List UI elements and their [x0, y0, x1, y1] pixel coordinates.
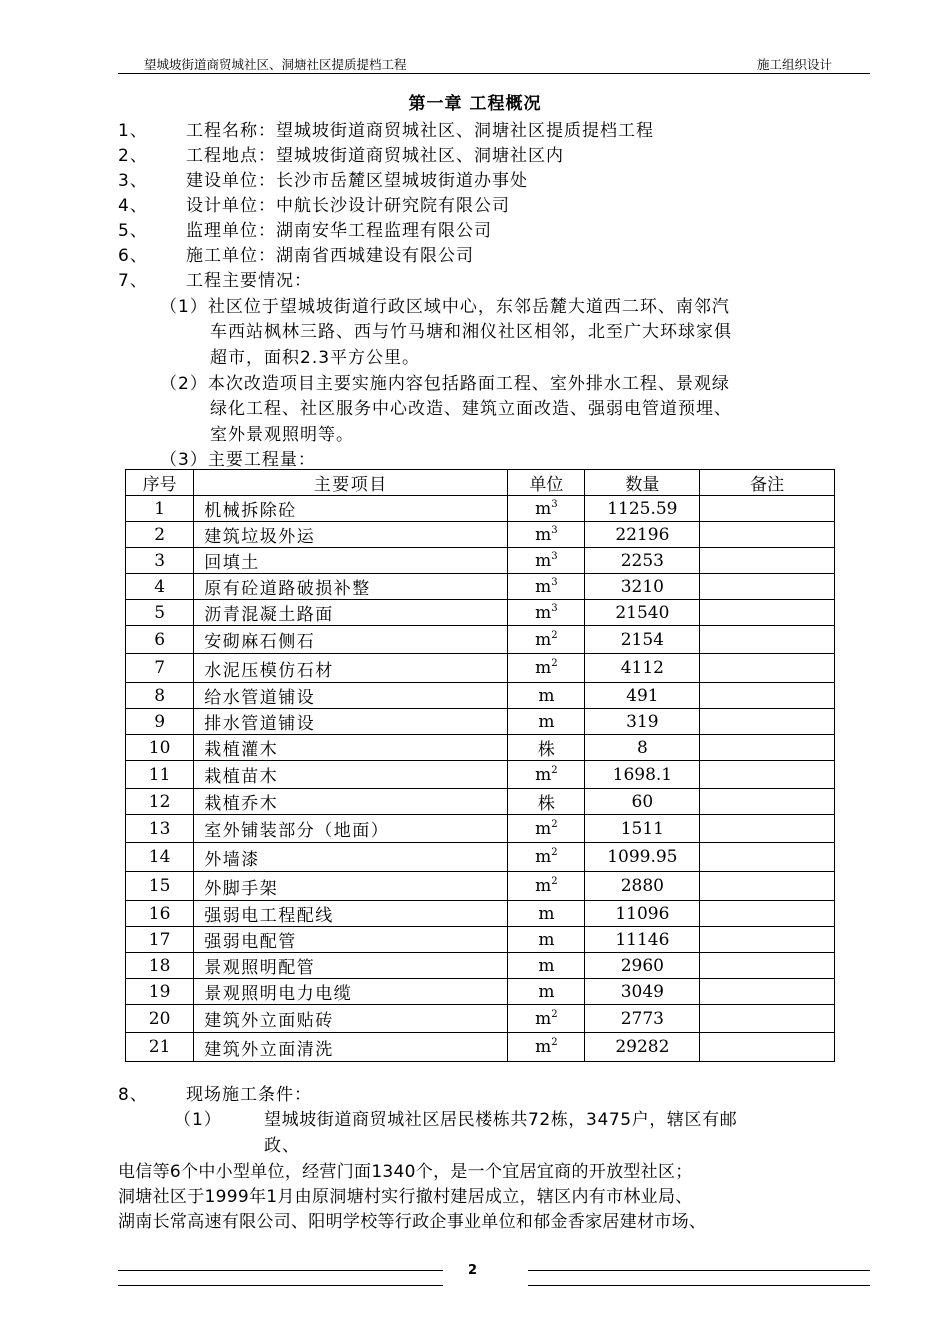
- row-unit: [508, 815, 585, 843]
- row-item: 强弱电配管: [194, 927, 508, 953]
- unit-text: m: [535, 1008, 552, 1029]
- table-row: [126, 815, 835, 843]
- item-number: 7、: [118, 271, 148, 291]
- table-row: [126, 522, 835, 548]
- row-number: 7: [126, 654, 194, 683]
- row-quantity: 2960: [585, 953, 700, 979]
- header-rule: [118, 73, 870, 74]
- item-text: 施工单位：湖南省西城建设有限公司: [186, 246, 474, 266]
- table-row: [126, 683, 835, 709]
- row-unit: [508, 574, 585, 600]
- row-item: 建筑外立面贴砖: [194, 1005, 508, 1033]
- item-text: 工程名称：望城坡街道商贸城社区、洞塘社区提质提档工程: [186, 121, 654, 141]
- row-quantity: 29282: [585, 1033, 700, 1062]
- table-row: [126, 600, 835, 626]
- row-quantity: 4112: [585, 654, 700, 683]
- unit-text: m: [535, 658, 552, 678]
- unit-text: m: [535, 524, 552, 545]
- unit-exponent: 3: [551, 498, 558, 510]
- subsection-3-label: （3）主要工程量：: [160, 450, 316, 470]
- item-number: 8、: [118, 1085, 148, 1105]
- row-note: [700, 1033, 835, 1062]
- row-unit: [508, 626, 585, 654]
- unit-text: m: [535, 847, 552, 867]
- unit-exponent: 2: [551, 1037, 558, 1048]
- unit-exponent: 3: [551, 576, 558, 588]
- item-text: 建设单位：长沙市岳麓区望城坡街道办事处: [186, 171, 528, 191]
- row-number: 5: [126, 600, 194, 626]
- item-number: 5、: [118, 221, 148, 241]
- table-row: [126, 496, 835, 522]
- paragraph-line: 洞塘社区于1999年1月由原洞塘村实行撤村建居成立，辖区内有市林业局、: [118, 1187, 693, 1207]
- unit-text: m: [538, 685, 555, 706]
- table-row: [126, 953, 835, 979]
- row-item: 排水管道铺设: [194, 709, 508, 735]
- row-unit: [508, 901, 585, 927]
- subsection-line: 车西站枫林三路、西与竹马塘和湘仪社区相邻，北至广大环球家俱: [210, 322, 732, 342]
- row-note: [700, 979, 835, 1005]
- row-note: [700, 654, 835, 683]
- row-number: 1: [126, 496, 194, 522]
- row-item: 景观照明配管: [194, 953, 508, 979]
- table-row: [126, 735, 835, 761]
- row-note: [700, 872, 835, 901]
- quantity-table: [125, 469, 835, 1062]
- row-number: 3: [126, 548, 194, 574]
- table-row: [126, 654, 835, 683]
- row-quantity: 1698.1: [585, 761, 700, 789]
- row-note: [700, 927, 835, 953]
- row-number: 20: [126, 1005, 194, 1033]
- row-item: 栽植乔木: [194, 789, 508, 815]
- unit-exponent: 2: [551, 764, 558, 776]
- table-header-row: [126, 470, 835, 496]
- row-note: [700, 843, 835, 872]
- row-note: [700, 953, 835, 979]
- unit-text: m: [538, 929, 555, 950]
- row-item: 沥青混凝土路面: [194, 600, 508, 626]
- subsection-line: 超市，面积2.3平方公里。: [210, 348, 421, 368]
- item-text: 监理单位：湖南安华工程监理有限公司: [186, 221, 492, 241]
- table-row: [126, 761, 835, 789]
- row-unit: [508, 872, 585, 901]
- header-doc-type: 施工组织设计: [757, 57, 833, 72]
- chapter-title: 第一章 工程概况: [408, 94, 542, 114]
- subsection-line: 室外景观照明等。: [210, 425, 354, 445]
- row-quantity: 2880: [585, 872, 700, 901]
- unit-exponent: 2: [551, 818, 558, 830]
- row-number: 13: [126, 815, 194, 843]
- paragraph-line: 电信等6个中小型单位，经营门面1340个，是一个宜居宜商的开放型社区；: [118, 1162, 693, 1182]
- row-quantity: 21540: [585, 600, 700, 626]
- row-note: [700, 1005, 835, 1033]
- row-number: 15: [126, 872, 194, 901]
- col-header-note: 备注: [700, 470, 835, 496]
- table-row: [126, 927, 835, 953]
- col-header-unit: 单位: [508, 470, 585, 496]
- item-text: 现场施工条件：: [186, 1085, 312, 1105]
- row-quantity: 2253: [585, 548, 700, 574]
- table-row: [126, 626, 835, 654]
- condition-line: 望城坡街道商贸城社区居民楼栋共72栋，3475户，辖区有邮: [264, 1110, 738, 1130]
- subsection-line: （2）本次改造项目主要实施内容包括路面工程、室外排水工程、景观绿: [160, 374, 730, 394]
- footer-rule-left-bottom: [118, 1285, 443, 1286]
- table-row: [126, 789, 835, 815]
- footer-rule-left-top: [118, 1270, 443, 1271]
- col-header-qty: 数量: [585, 470, 700, 496]
- row-unit: [508, 789, 585, 815]
- row-note: [700, 683, 835, 709]
- row-note: [700, 626, 835, 654]
- unit-exponent: 2: [551, 847, 558, 858]
- row-item: 室外铺装部分（地面）: [194, 815, 508, 843]
- row-quantity: 491: [585, 683, 700, 709]
- row-unit: [508, 496, 585, 522]
- row-quantity: 2773: [585, 1005, 700, 1033]
- footer-rule-right-bottom: [528, 1285, 870, 1286]
- unit-text: m: [535, 818, 552, 839]
- unit-text: 株: [537, 794, 555, 814]
- unit-text: m: [538, 903, 555, 924]
- row-unit: [508, 522, 585, 548]
- row-unit: [508, 1005, 585, 1033]
- item-number: 1、: [118, 121, 148, 141]
- row-item: 机械拆除砼: [194, 496, 508, 522]
- table-row: [126, 574, 835, 600]
- row-note: [700, 901, 835, 927]
- header-doc-title: 望城坡街道商贸城社区、洞塘社区提质提档工程: [144, 57, 407, 72]
- row-unit: [508, 843, 585, 872]
- row-item: 栽植灌木: [194, 735, 508, 761]
- row-unit: [508, 600, 585, 626]
- row-item: 建筑外立面清洗: [194, 1033, 508, 1062]
- condition-label: （1）: [174, 1110, 222, 1130]
- item-text: 工程地点：望城坡街道商贸城社区、洞塘社区内: [186, 146, 564, 166]
- row-number: 21: [126, 1033, 194, 1062]
- row-number: 2: [126, 522, 194, 548]
- row-number: 10: [126, 735, 194, 761]
- row-number: 19: [126, 979, 194, 1005]
- row-quantity: 2154: [585, 626, 700, 654]
- row-number: 17: [126, 927, 194, 953]
- row-unit: [508, 735, 585, 761]
- unit-exponent: 3: [551, 602, 558, 614]
- table-row: [126, 548, 835, 574]
- item-number: 3、: [118, 171, 148, 191]
- row-item: 外墙漆: [194, 843, 508, 872]
- unit-exponent: 2: [551, 876, 558, 887]
- row-unit: [508, 548, 585, 574]
- table-row: [126, 709, 835, 735]
- row-item: 栽植苗木: [194, 761, 508, 789]
- row-number: 16: [126, 901, 194, 927]
- col-header-item: 主要项目: [194, 470, 508, 496]
- row-quantity: 11146: [585, 927, 700, 953]
- row-item: 给水管道铺设: [194, 683, 508, 709]
- table-row: [126, 872, 835, 901]
- row-quantity: 3210: [585, 574, 700, 600]
- item-number: 6、: [118, 246, 148, 266]
- table-row: [126, 901, 835, 927]
- row-quantity: 8: [585, 735, 700, 761]
- row-quantity: 1099.95: [585, 843, 700, 872]
- row-unit: [508, 927, 585, 953]
- row-quantity: 1511: [585, 815, 700, 843]
- row-number: 4: [126, 574, 194, 600]
- unit-exponent: 3: [551, 550, 558, 562]
- row-quantity: 319: [585, 709, 700, 735]
- row-note: [700, 496, 835, 522]
- row-item: 强弱电工程配线: [194, 901, 508, 927]
- row-number: 9: [126, 709, 194, 735]
- item-text: 工程主要情况：: [186, 271, 312, 291]
- unit-text: m: [535, 602, 552, 623]
- unit-text: 株: [537, 740, 555, 760]
- row-number: 11: [126, 761, 194, 789]
- row-item: 建筑垃圾外运: [194, 522, 508, 548]
- item-text: 设计单位：中航长沙设计研究院有限公司: [186, 196, 510, 216]
- row-note: [700, 548, 835, 574]
- row-unit: [508, 654, 585, 683]
- row-item: 回填土: [194, 548, 508, 574]
- row-number: 12: [126, 789, 194, 815]
- footer-rule-right-top: [528, 1270, 870, 1271]
- row-note: [700, 815, 835, 843]
- unit-text: m: [538, 711, 555, 732]
- row-note: [700, 574, 835, 600]
- unit-text: m: [535, 550, 552, 571]
- page-number: 2: [468, 1263, 478, 1278]
- unit-text: m: [538, 955, 555, 976]
- row-note: [700, 600, 835, 626]
- table-row: [126, 1005, 835, 1033]
- row-number: 6: [126, 626, 194, 654]
- unit-text: m: [535, 576, 552, 597]
- row-number: 14: [126, 843, 194, 872]
- row-note: [700, 789, 835, 815]
- unit-exponent: 3: [551, 524, 558, 536]
- row-item: 水泥压模仿石材: [194, 654, 508, 683]
- subsection-line: （1）社区位于望城坡街道行政区域中心，东邻岳麓大道西二环、南邻汽: [160, 297, 730, 317]
- row-note: [700, 522, 835, 548]
- item-number: 4、: [118, 196, 148, 216]
- unit-exponent: 2: [551, 629, 558, 641]
- condition-line: 政、: [264, 1136, 300, 1156]
- row-note: [700, 709, 835, 735]
- paragraph-line: 湖南长常高速有限公司、阳明学校等行政企事业单位和郁金香家居建材市场、: [118, 1212, 707, 1232]
- table-row: [126, 1033, 835, 1062]
- unit-exponent: 2: [551, 658, 558, 669]
- unit-exponent: 2: [551, 1008, 558, 1020]
- row-note: [700, 735, 835, 761]
- row-unit: [508, 709, 585, 735]
- unit-text: m: [535, 876, 552, 896]
- table-row: [126, 979, 835, 1005]
- row-unit: [508, 683, 585, 709]
- row-quantity: 22196: [585, 522, 700, 548]
- row-quantity: 11096: [585, 901, 700, 927]
- unit-text: m: [535, 764, 552, 785]
- row-unit: [508, 1033, 585, 1062]
- row-unit: [508, 761, 585, 789]
- row-unit: [508, 953, 585, 979]
- row-item: 外脚手架: [194, 872, 508, 901]
- col-header-no: 序号: [126, 470, 194, 496]
- row-number: 18: [126, 953, 194, 979]
- row-number: 8: [126, 683, 194, 709]
- row-quantity: 60: [585, 789, 700, 815]
- unit-text: m: [538, 981, 555, 1002]
- subsection-line: 绿化工程、社区服务中心改造、建筑立面改造、强弱电管道预埋、: [210, 399, 732, 419]
- row-item: 景观照明电力电缆: [194, 979, 508, 1005]
- row-quantity: 3049: [585, 979, 700, 1005]
- item-number: 2、: [118, 146, 148, 166]
- row-note: [700, 761, 835, 789]
- unit-text: m: [535, 1037, 552, 1057]
- row-quantity: 1125.59: [585, 496, 700, 522]
- unit-text: m: [535, 629, 552, 650]
- row-item: 原有砼道路破损补整: [194, 574, 508, 600]
- row-item: 安砌麻石侧石: [194, 626, 508, 654]
- row-unit: [508, 979, 585, 1005]
- unit-text: m: [535, 498, 552, 519]
- table-row: [126, 843, 835, 872]
